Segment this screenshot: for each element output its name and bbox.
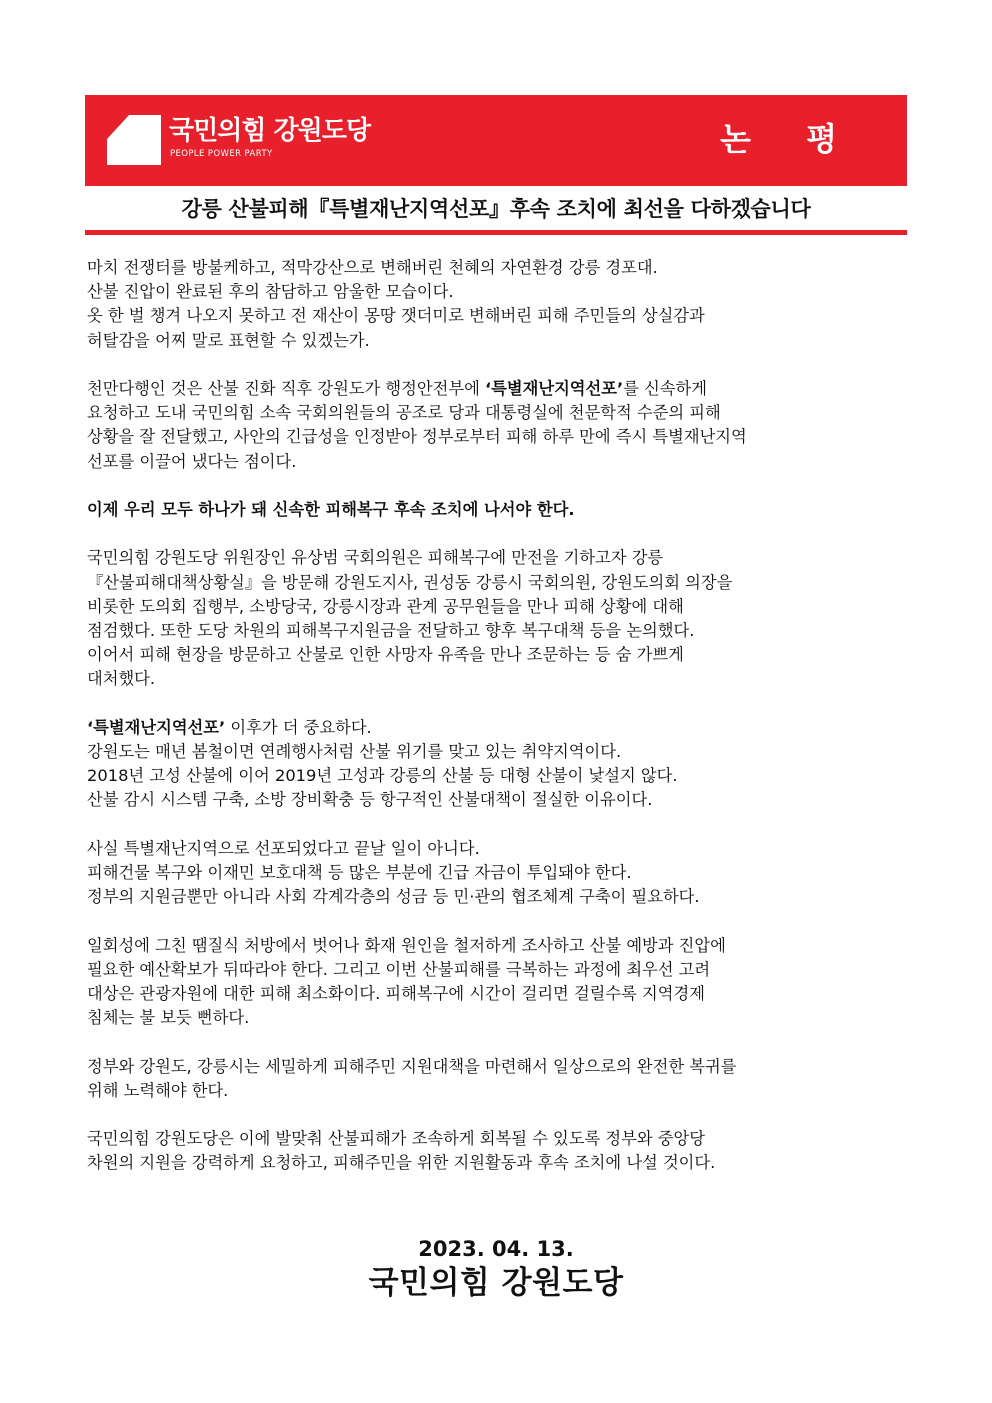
party-logo-icon	[107, 115, 161, 165]
line-text: 이후가 더 중요하다.	[225, 717, 372, 737]
title-divider	[85, 230, 907, 235]
paragraph-line: 점검했다. 또한 도당 차원의 피해복구지원금을 전달하고 향후 복구대책 등을 논의했다.	[87, 621, 695, 640]
paragraph-6	[87, 837, 907, 910]
paragraph-7	[87, 934, 907, 1031]
paragraph-line: 강원도는 매년 봄철이면 연례행사처럼 산불 위기를 맞고 있는 취약지역이다.	[87, 742, 622, 761]
paragraph-line: 비롯한 도의회 집행부, 소방당국, 강릉시장과 관계 공무원들을 만나 피해 상황에 대해	[87, 596, 684, 616]
paragraph-line: 선포를 이끌어 냈다는 점이다.	[87, 451, 297, 471]
paragraph-line: 『산불피해대책상황실』을 방문해 강원도지사, 권성동 강릉시 국회의원, 강원도의회 의장을	[87, 572, 733, 592]
paragraph-line: 필요한 예산확보가 뒤따라야 한다. 그리고 이번 산불피해를 극복하는 과정에 최우선 고려	[87, 959, 711, 979]
paragraph-line: 산불 진압이 완료된 후의 참담하고 암울한 모습이다.	[87, 282, 454, 302]
paragraph-line: 차원의 지원을 강력하게 요청하고, 피해주민을 위한 지원활동과 후속 조치에 나설 것이다.	[87, 1153, 716, 1173]
party-name-english: PEOPLE POWER PARTY	[170, 149, 273, 159]
paragraph-line: 대처했다.	[87, 669, 156, 689]
paragraph-line: 피해건물 복구와 이재민 보호대책 등 많은 부분에 긴급 자금이 투입돼야 한다.	[87, 863, 632, 882]
paragraph-line: 위해 노력해야 한다.	[87, 1080, 229, 1100]
emphasis-special-disaster-zone: ‘특별재난지역선포’	[87, 717, 226, 737]
statement-title: 강릉 산불피해『특별재난지역선포』후속 조치에 최선을 다하겠습니다	[181, 197, 811, 221]
paragraph-9	[87, 1127, 907, 1175]
paragraph-4	[87, 546, 907, 691]
paragraph-line: 정부와 강원도, 강릉시는 세밀하게 피해주민 지원대책을 마련해서 일상으로의 완전한 복귀를	[87, 1056, 737, 1076]
paragraph-line: 이어서 피해 현장을 방문하고 산불로 인한 사망자 유족을 만나 조문하는 등 숨 가쁘게	[87, 645, 684, 665]
paragraph-line: 사실 특별재난지역으로 선포되었다고 끝날 일이 아니다.	[87, 838, 480, 858]
paragraph-line: 이제 우리 모두 하나가 돼 신속한 피해복구 후속 조치에 나서야 한다.	[87, 500, 575, 519]
paragraph-line: 허탈감을 어찌 말로 표현할 수 있겠는가.	[87, 330, 370, 350]
paragraph-line: 마치 전쟁터를 방불케하고, 적막강산으로 변해버린 천혜의 자연환경 강릉 경포대.	[87, 258, 658, 277]
line-text: 천만다행인 것은 산불 진화 직후 강원도가 행정안전부에	[87, 379, 485, 398]
paragraph-3-emphasis	[87, 498, 907, 522]
line-text: 를 신속하게	[623, 379, 707, 398]
paragraph-line: 국민의힘 강원도당 위원장인 유상범 국회의원은 피해복구에 만전을 기하고자 강릉	[87, 548, 664, 568]
document-type-label: 논 평	[720, 120, 859, 158]
paragraph-5	[87, 716, 907, 813]
paragraph-line: 국민의힘 강원도당은 이에 발맞춰 산불피해가 조속하게 회복될 수 있도록 정부와 중앙당	[87, 1129, 705, 1149]
paragraph-line: 옷 한 벌 챙겨 나오지 못하고 전 재산이 몽땅 잿더미로 변해버린 피해 주민들의 상실감과	[87, 306, 705, 326]
paragraph-line: 침체는 불 보듯 뻔하다.	[87, 1008, 250, 1028]
header-banner	[85, 95, 907, 186]
paragraph-line: 대상은 관광자원에 대한 피해 최소화이다. 피해복구에 시간이 걸리면 걸릴수록 지역경제	[87, 984, 705, 1003]
paragraph-line: 일회성에 그친 땜질식 처방에서 벗어나 화재 원인을 철저하게 조사하고 산불 예방과 진압에	[87, 935, 726, 955]
issue-date: 2023. 04. 13.	[418, 1237, 574, 1261]
emphasis-special-disaster-zone: ‘특별재난지역선포’	[484, 379, 624, 398]
paragraph-line: 산불 감시 시스템 구축, 소방 장비확충 등 항구적인 산불대책이 절실한 이유이다.	[87, 790, 653, 810]
paragraph-line	[87, 377, 907, 401]
paragraph-line: 2018년 고성 산불에 이어 2019년 고성과 강릉의 산불 등 대형 산불이 낯설지 않다.	[87, 766, 678, 786]
paragraph-line: 정부의 지원금뿐만 아니라 사회 각계각층의 성금 등 민·관의 협조체계 구축이 필요하다.	[87, 887, 700, 907]
paragraph-line: 상황을 잘 전달했고, 사안의 긴급성을 인정받아 정부로부터 피해 하루 만에 즉시 특별재난지역	[87, 427, 747, 447]
issuer-signature: 국민의힘 강원도당	[368, 1265, 624, 1301]
paragraph-8	[87, 1055, 907, 1103]
party-name: 국민의힘 강원도당	[169, 116, 370, 146]
paragraph-line	[87, 716, 907, 740]
paragraph-line: 요청하고 도내 국민의힘 소속 국회의원들의 공조로 당과 대통령실에 천문학적 수준의 피해	[87, 403, 721, 423]
paragraph-1	[87, 256, 907, 353]
statement-body	[87, 256, 907, 1200]
paragraph-2	[87, 377, 907, 474]
